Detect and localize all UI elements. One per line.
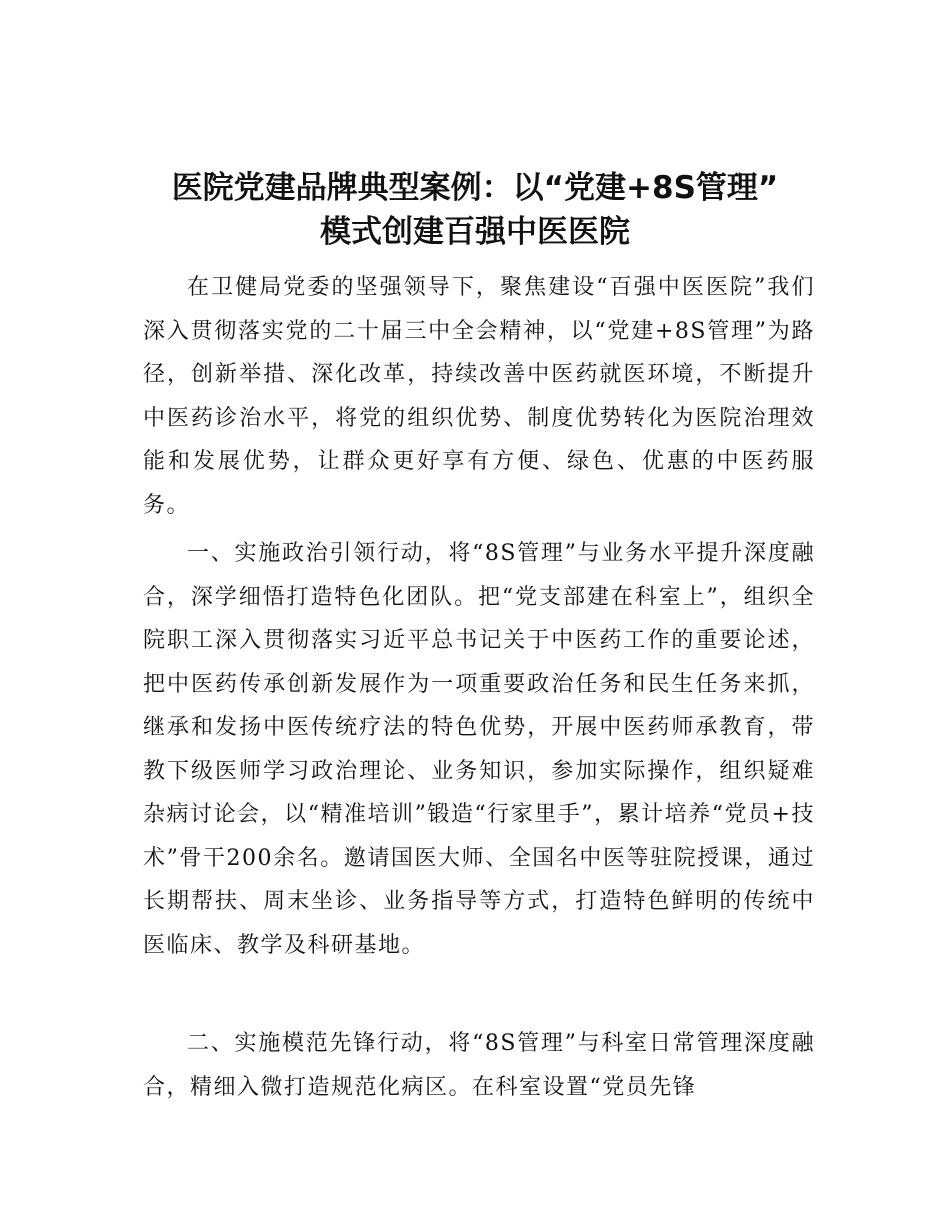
paragraph-section-2: 二、实施模范先锋行动，将“8S管理”与科室日常管理深度融合，精细入微打造规范化病区。在科室设置“党员先锋 bbox=[143, 1031, 815, 1100]
paragraph-section-1: 一、实施政治引领行动，将“8S管理”与业务水平提升深度融合，深学细悟打造特色化团队。把“党支部建在科室上”，组织全院职工深入贯彻落实习近平总书记关于中医药工作的重要论述，把中医药传承创新发展作为一项重要政治任务和民生任务来抓，继承和发扬中医传统疗法的特色优势，开展中医药师承教育，带教下级医师学习政治理论、业务知识，参加实际操作，组织疑难杂病讨论会，以“精准培训”锻造“行家里手”，累计培养“党员+技术”骨干200余名。邀请国医大师、全国名中医等驻院授课，通过长期帮扶、周末坐诊、业务指导等方式，打造特色鲜明的传统中医临床、教学及科研基地。 bbox=[143, 541, 815, 958]
paragraph-intro: 在卫健局党委的坚强领导下，聚焦建设“百强中医医院”我们深入贯彻落实党的二十届三中全会精神，以“党建+8S管理”为路径，创新举措、深化改革，持续改善中医药就医环境，不断提升中医药诊治水平，将党的组织优势、制度优势转化为医院治理效能和发展优势，让群众更好享有方便、绿色、优惠的中医药服务。 bbox=[143, 275, 815, 518]
document-title-line-1: 医院党建品牌典型案例：以“党建+8S管理” bbox=[171, 170, 779, 206]
document-title-line-2: 模式创建百强中医医院 bbox=[320, 214, 630, 250]
